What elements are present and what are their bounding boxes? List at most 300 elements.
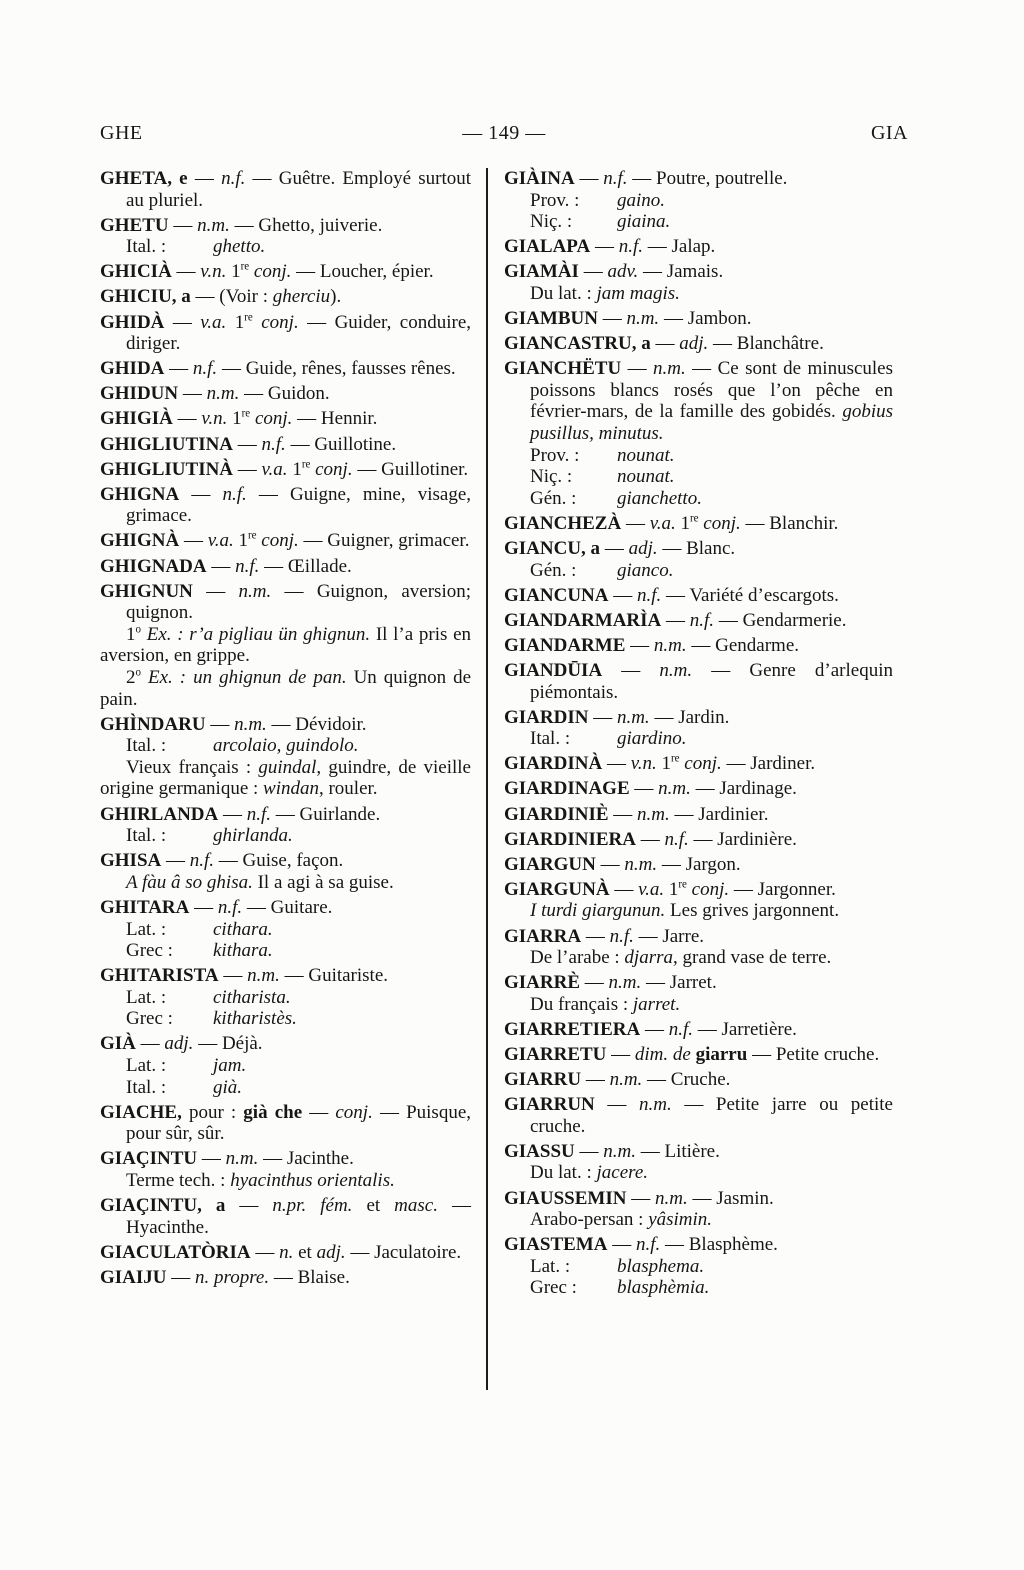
entry-line [100, 312, 471, 355]
entry-line [100, 735, 471, 757]
text-segment: — Cruche. [642, 1069, 731, 1091]
text-segment: re [241, 408, 251, 421]
text-segment: — Guidon. [239, 383, 330, 405]
text-segment: — [302, 1101, 336, 1123]
text-segment: n.m. [616, 706, 650, 728]
text-segment: — [205, 713, 235, 735]
text-segment: — [609, 878, 639, 900]
text-segment: adj. [316, 1241, 346, 1263]
text-segment: 1 [226, 311, 245, 333]
dictionary-entry [504, 358, 893, 509]
text-segment: — [588, 706, 617, 728]
text-segment: — [135, 1033, 165, 1055]
page-number: — 149 — [462, 122, 546, 144]
entry-line [100, 987, 471, 1009]
entry-line [504, 513, 893, 535]
text-segment: — Jardinier. [669, 803, 769, 825]
dictionary-entry [504, 538, 893, 581]
headword: GIARRETU [504, 1043, 607, 1065]
text-segment: kithara. [213, 940, 273, 962]
text-segment: — Guigner, grimacer. [298, 530, 470, 552]
dictionary-entry [504, 585, 893, 607]
headword: GIASSU [504, 1140, 575, 1162]
entry-line [504, 560, 893, 582]
dictionary-entry [504, 926, 893, 969]
text-segment: Arabo-persan : [530, 1209, 649, 1231]
dictionary-entry [504, 513, 893, 535]
entry-line [100, 1170, 471, 1192]
text-segment: v.a. [200, 311, 227, 333]
text-segment: gaino. [617, 189, 666, 211]
text-segment: — [574, 1140, 604, 1162]
text-segment: — Guise, façon. [214, 850, 344, 872]
text-segment: — Jargonner. [729, 878, 836, 900]
text-segment: — [164, 358, 193, 380]
text-segment: n.f. [235, 555, 260, 577]
text-segment: — [602, 659, 660, 681]
headword: GHITARISTA [100, 965, 219, 987]
entry-line [100, 1055, 471, 1077]
entry-line [100, 624, 471, 667]
text-segment: — Hennir. [292, 408, 378, 430]
text-segment: — [607, 1234, 636, 1256]
text-segment: — Loucher, épier. [291, 261, 434, 283]
text-segment: o [135, 623, 142, 636]
text-segment: — Litière. [635, 1140, 720, 1162]
headword: GIAUSSEMIN [504, 1187, 627, 1209]
headword: GHIGLIUTINA [100, 433, 234, 455]
text-segment: 1 [226, 261, 241, 283]
text-segment: giarru [695, 1043, 748, 1065]
entry-line [504, 994, 893, 1016]
entry-line [100, 581, 471, 624]
dictionary-entry [100, 1267, 471, 1289]
entry-line [504, 236, 893, 258]
headword: GHIRLANDA [100, 803, 219, 825]
text-segment: conj. [335, 1101, 373, 1123]
dictionary-entry [504, 168, 893, 233]
etymology-label: Prov. : [530, 189, 580, 211]
text-segment: — Jardinière. [688, 828, 797, 850]
dictionary-entry [100, 408, 471, 430]
dictionary-entry [504, 804, 893, 826]
etymology-label: Ital. : [126, 1076, 167, 1098]
text-segment: jam magis. [596, 282, 680, 304]
text-segment: — Dévidoir. [266, 713, 367, 735]
dictionary-entry [504, 829, 893, 851]
entry-line [504, 1209, 893, 1231]
entry-line [504, 829, 893, 851]
text-segment: — Gendarme. [686, 634, 800, 656]
text-segment: — [597, 308, 627, 330]
dictionary-entry [504, 1044, 893, 1066]
text-segment: n. propre. [195, 1266, 270, 1288]
text-segment: n.f. [618, 236, 643, 258]
entry-line [504, 1277, 893, 1299]
text-segment: — Petite cruche. [747, 1043, 880, 1065]
text-segment: — [608, 584, 637, 606]
text-segment: conj. [684, 753, 722, 775]
text-segment: ghirlanda. [213, 825, 293, 847]
dictionary-entry [100, 1033, 471, 1098]
headword: GIANCUNA [504, 584, 609, 606]
text-segment: re [244, 311, 253, 324]
text-segment: cithara. [213, 918, 273, 940]
text-segment: — Guillotine. [285, 433, 397, 455]
text-segment [253, 312, 261, 333]
entry-line [504, 538, 893, 560]
dictionary-entry [504, 1141, 893, 1184]
text-segment: — Jasmin. [687, 1187, 774, 1209]
etymology-label: Ital. : [126, 735, 167, 757]
text-segment: , grand vase de terre. [673, 947, 832, 969]
dictionary-entry [504, 610, 893, 632]
text-segment: — [625, 634, 654, 656]
text-segment: Du lat. : [530, 1162, 597, 1184]
dictionary-entry [504, 778, 893, 800]
entry-line [100, 714, 471, 736]
entry-line [504, 854, 893, 876]
text-segment: — [233, 433, 262, 455]
entry-line [504, 1069, 893, 1091]
text-segment: — [635, 828, 665, 850]
headword: GHIGLIUTINÀ [100, 458, 234, 480]
text-segment: nounat. [617, 466, 675, 488]
entry-line [100, 872, 471, 894]
text-segment: — Jardinage. [690, 778, 797, 800]
text-segment: conj. [703, 512, 741, 534]
text-segment: gianchetto. [617, 487, 702, 509]
text-segment: già che [243, 1101, 303, 1123]
text-segment: — Poutre, poutrelle. [627, 168, 788, 189]
entry-line [504, 972, 893, 994]
text-segment: 1 [656, 753, 671, 775]
text-segment: — [166, 1266, 196, 1288]
text-segment: blasphèmia. [617, 1277, 710, 1299]
text-segment: — [218, 803, 247, 825]
text-segment: v.n. [630, 753, 657, 775]
headword: GIAÇINTU, a [100, 1195, 226, 1217]
dictionary-entry [504, 236, 893, 258]
text-segment: — [608, 803, 638, 825]
headword: GIAIJU [100, 1266, 167, 1288]
text-segment: adv. [607, 261, 639, 283]
dictionary-entry [100, 965, 471, 1030]
text-segment: djarra [624, 947, 673, 969]
text-segment: n.m. [626, 308, 660, 330]
headword: GIAÇINTU [100, 1148, 198, 1170]
text-segment: — [600, 538, 629, 559]
text-segment: — [225, 1195, 273, 1217]
entry-line [504, 466, 893, 488]
text-segment: Ex. : un ghignun de pan. [148, 666, 347, 688]
text-segment: — Blaise. [269, 1266, 350, 1288]
text-segment: n.m. [238, 580, 272, 602]
dictionary-entry [100, 434, 471, 456]
text-segment: — Guignon, aversion; quignon. [126, 580, 472, 624]
headword: GHETU [100, 214, 169, 236]
text-segment: adj. [628, 538, 658, 559]
dictionary-entry [504, 854, 893, 876]
text-segment: — [187, 168, 222, 189]
text-segment: — Blasphème. [660, 1234, 778, 1256]
text-segment: giardino. [617, 728, 687, 750]
entry-line [100, 358, 471, 380]
entry-line [100, 215, 471, 237]
text-segment: conj. [261, 530, 299, 552]
text-segment: — [650, 333, 680, 355]
dictionary-entry [504, 261, 893, 304]
text-segment: kitharistès. [213, 1008, 297, 1030]
entry-line [100, 484, 471, 527]
text-segment: — [233, 458, 262, 480]
text-segment: — Œillade. [259, 555, 352, 577]
entry-line [100, 850, 471, 872]
dictionary-entry [100, 1102, 471, 1145]
dictionary-entry [504, 753, 893, 775]
text-segment: n.f. [222, 483, 247, 505]
entry-line [504, 488, 893, 510]
dictionary-entry [100, 581, 471, 711]
entry-line [100, 919, 471, 941]
text-segment: guindal [258, 756, 317, 778]
text-segment: — [581, 925, 610, 947]
text-segment: n.m. [608, 972, 642, 994]
headword: GIAMÀI [504, 261, 579, 283]
headword: GIARDINIÈ [504, 803, 609, 825]
text-segment: — [640, 1018, 669, 1040]
text-segment: v.n. [200, 261, 227, 283]
text-segment: n.m. [624, 853, 658, 875]
headword: GIACULATÒRIA [100, 1241, 251, 1263]
headword: GIÀINA [504, 168, 575, 189]
text-segment: — Guider, conduire, diriger. [126, 311, 471, 355]
text-segment: blasphema. [617, 1255, 705, 1277]
text-segment: n.f. [609, 925, 634, 947]
text-segment: — Jargon. [657, 853, 741, 875]
text-segment: gobius pusillus, minutus. [530, 401, 893, 445]
entry-line [504, 879, 893, 901]
text-segment: gherciu [272, 286, 331, 308]
text-segment: n.m. [653, 634, 687, 656]
text-segment: — [594, 1094, 639, 1116]
text-segment: n.m. [197, 214, 230, 236]
headword: GIANDARME [504, 634, 626, 656]
text-segment: — Jarret. [641, 972, 717, 994]
text-segment: 1 [287, 458, 302, 480]
dictionary-entry [100, 1195, 471, 1238]
entry-line [504, 660, 893, 703]
entry-line [504, 333, 893, 355]
text-segment: adj. [679, 333, 709, 355]
etymology-label: Niç. : [530, 211, 573, 233]
text-segment: — Guitare. [242, 896, 333, 918]
text-segment: — [218, 965, 248, 987]
text-segment: — Guigne, mine, visage, grimace. [126, 483, 472, 527]
text-segment: v.a. [649, 512, 676, 534]
entry-line [504, 168, 893, 190]
headword: GIARGUNÀ [504, 878, 610, 900]
text-segment: n.f. [635, 1234, 661, 1256]
entry-line [504, 445, 893, 467]
text-segment: n.m. [234, 713, 267, 735]
text-segment: n. [279, 1241, 294, 1263]
text-segment: n.m. [206, 383, 240, 405]
text-segment: n.f. [246, 803, 272, 825]
entry-line [100, 940, 471, 962]
dictionary-entry [504, 333, 893, 355]
dictionary-entry [504, 660, 893, 703]
dictionary-entry [100, 312, 471, 355]
etymology-label: Gén. : [530, 487, 577, 509]
entry-line [100, 556, 471, 578]
etymology-label: Niç. : [530, 466, 573, 488]
text-segment: — Guirlande. [271, 803, 381, 825]
text-segment: — Petite jarre ou petite cruche. [530, 1094, 893, 1137]
entry-line [100, 1267, 471, 1289]
text-segment: Il a agi à sa guise. [252, 871, 394, 893]
text-segment: et [352, 1195, 395, 1217]
dictionary-entry [504, 635, 893, 657]
headword: GIARGUN [504, 853, 596, 875]
text-segment: n.pr. fém. [272, 1195, 353, 1217]
text-segment: — [161, 850, 190, 872]
headword: GIAMBUN [504, 308, 598, 330]
headword: GIARDIN [504, 706, 589, 728]
entry-line [504, 190, 893, 212]
etymology-label: Ital. : [126, 825, 167, 847]
text-segment: — Variété d’escargots. [661, 584, 839, 606]
text-segment: — Guêtre. Employé surtout au pluriel. [126, 168, 472, 211]
entry-line [504, 1141, 893, 1163]
text-segment: — Guide, rênes, fausses rênes. [217, 358, 456, 380]
etymology-label: Ital. : [126, 236, 167, 258]
text-segment: n.f. [637, 584, 662, 606]
text-segment: Du français : [530, 993, 633, 1015]
text-segment: n.f. [221, 168, 246, 189]
text-segment: — Hyacinthe. [126, 1195, 471, 1238]
dictionary-entry [100, 383, 471, 405]
entry-line [504, 1188, 893, 1210]
dictionary-entry [100, 215, 471, 258]
entry-line [504, 1256, 893, 1278]
entry-line [504, 308, 893, 330]
text-segment: conj. [691, 878, 730, 900]
text-segment: — [580, 972, 609, 994]
text-segment: A fàu â so ghisa. [126, 871, 253, 893]
text-segment: n.m. [609, 1069, 643, 1091]
dictionary-entry [504, 879, 893, 922]
entry-line [504, 1019, 893, 1041]
text-segment: v.a. [638, 878, 665, 900]
text-segment: re [689, 512, 699, 525]
text-segment: — [661, 609, 690, 631]
dictionary-entry [100, 459, 471, 481]
etymology-label: Lat. : [126, 1055, 167, 1077]
etymology-label: Prov. : [530, 444, 580, 466]
entry-line [504, 1162, 893, 1184]
text-segment: Ex. : r’a pigliau ün ghignun. [146, 623, 371, 645]
entry-line [100, 1008, 471, 1030]
dictionary-entry [504, 1234, 893, 1299]
text-segment: — [626, 1187, 655, 1209]
text-segment: re [301, 458, 311, 471]
text-segment: — [168, 214, 198, 236]
text-segment: 1 [227, 408, 242, 430]
headword: GIARRU [504, 1069, 582, 1091]
text-segment: n.f. [668, 1018, 693, 1040]
text-segment: — Jacinthe. [258, 1148, 354, 1170]
text-segment: , guindre, de vieille origine germanique : [100, 756, 471, 800]
entry-line [100, 459, 471, 481]
text-columns [100, 168, 893, 1390]
dictionary-entry [100, 168, 471, 211]
dictionary-entry [100, 556, 471, 578]
text-segment: — Jaculatoire. [345, 1241, 462, 1263]
text-segment: n.m. [659, 659, 693, 681]
text-segment: n.m. [247, 965, 280, 987]
text-segment: — [590, 236, 619, 258]
dictionary-entry [504, 1094, 893, 1137]
entry-line [504, 947, 893, 969]
entry-line [100, 408, 471, 430]
dictionary-entry [504, 707, 893, 750]
entry-line [504, 635, 893, 657]
text-segment: — Gendarmerie. [714, 609, 847, 631]
text-segment: — Ghetto, juiverie. [229, 214, 383, 236]
etymology-label: Grec : [126, 940, 173, 962]
text-segment: giaina. [617, 211, 671, 233]
entry-line [100, 236, 471, 258]
text-segment: — [192, 580, 239, 602]
entry-line [504, 211, 893, 233]
entry-line [100, 897, 471, 919]
text-segment: o [135, 666, 142, 679]
text-segment: — [581, 1069, 610, 1091]
headword: GHIDA [100, 358, 165, 380]
entry-line [100, 261, 471, 283]
headword: GIASTEMA [504, 1234, 608, 1256]
headword: GHIDUN [100, 383, 179, 405]
etymology-label: Lat. : [126, 918, 167, 940]
text-segment: — Blanc. [657, 538, 736, 559]
etymology-label: Lat. : [530, 1255, 571, 1277]
dictionary-entry [100, 286, 471, 308]
text-segment: conj. [261, 311, 299, 333]
text-segment: — [606, 1043, 635, 1065]
headword: GIANCHËTU [504, 358, 622, 380]
dictionary-entry [100, 261, 471, 283]
entry-line [504, 261, 893, 283]
headword: GIARRÈ [504, 972, 581, 994]
headword: GHÌNDARU [100, 713, 206, 735]
dictionary-entry [504, 1188, 893, 1231]
text-segment: Du lat. : [530, 282, 597, 304]
headword: GIARDINÀ [504, 753, 603, 775]
text-segment: — [621, 512, 650, 534]
text-segment: — [178, 383, 207, 405]
dictionary-entry [100, 530, 471, 552]
text-segment [141, 667, 148, 688]
text-segment: — [206, 555, 236, 577]
headword: GIANCASTRU, a [504, 333, 651, 355]
text-segment: — [621, 358, 654, 380]
headword: GIARRUN [504, 1094, 595, 1116]
entry-line [504, 707, 893, 729]
text-segment: pour : [181, 1101, 244, 1123]
entry-line [100, 1195, 471, 1238]
text-segment: — [595, 853, 625, 875]
